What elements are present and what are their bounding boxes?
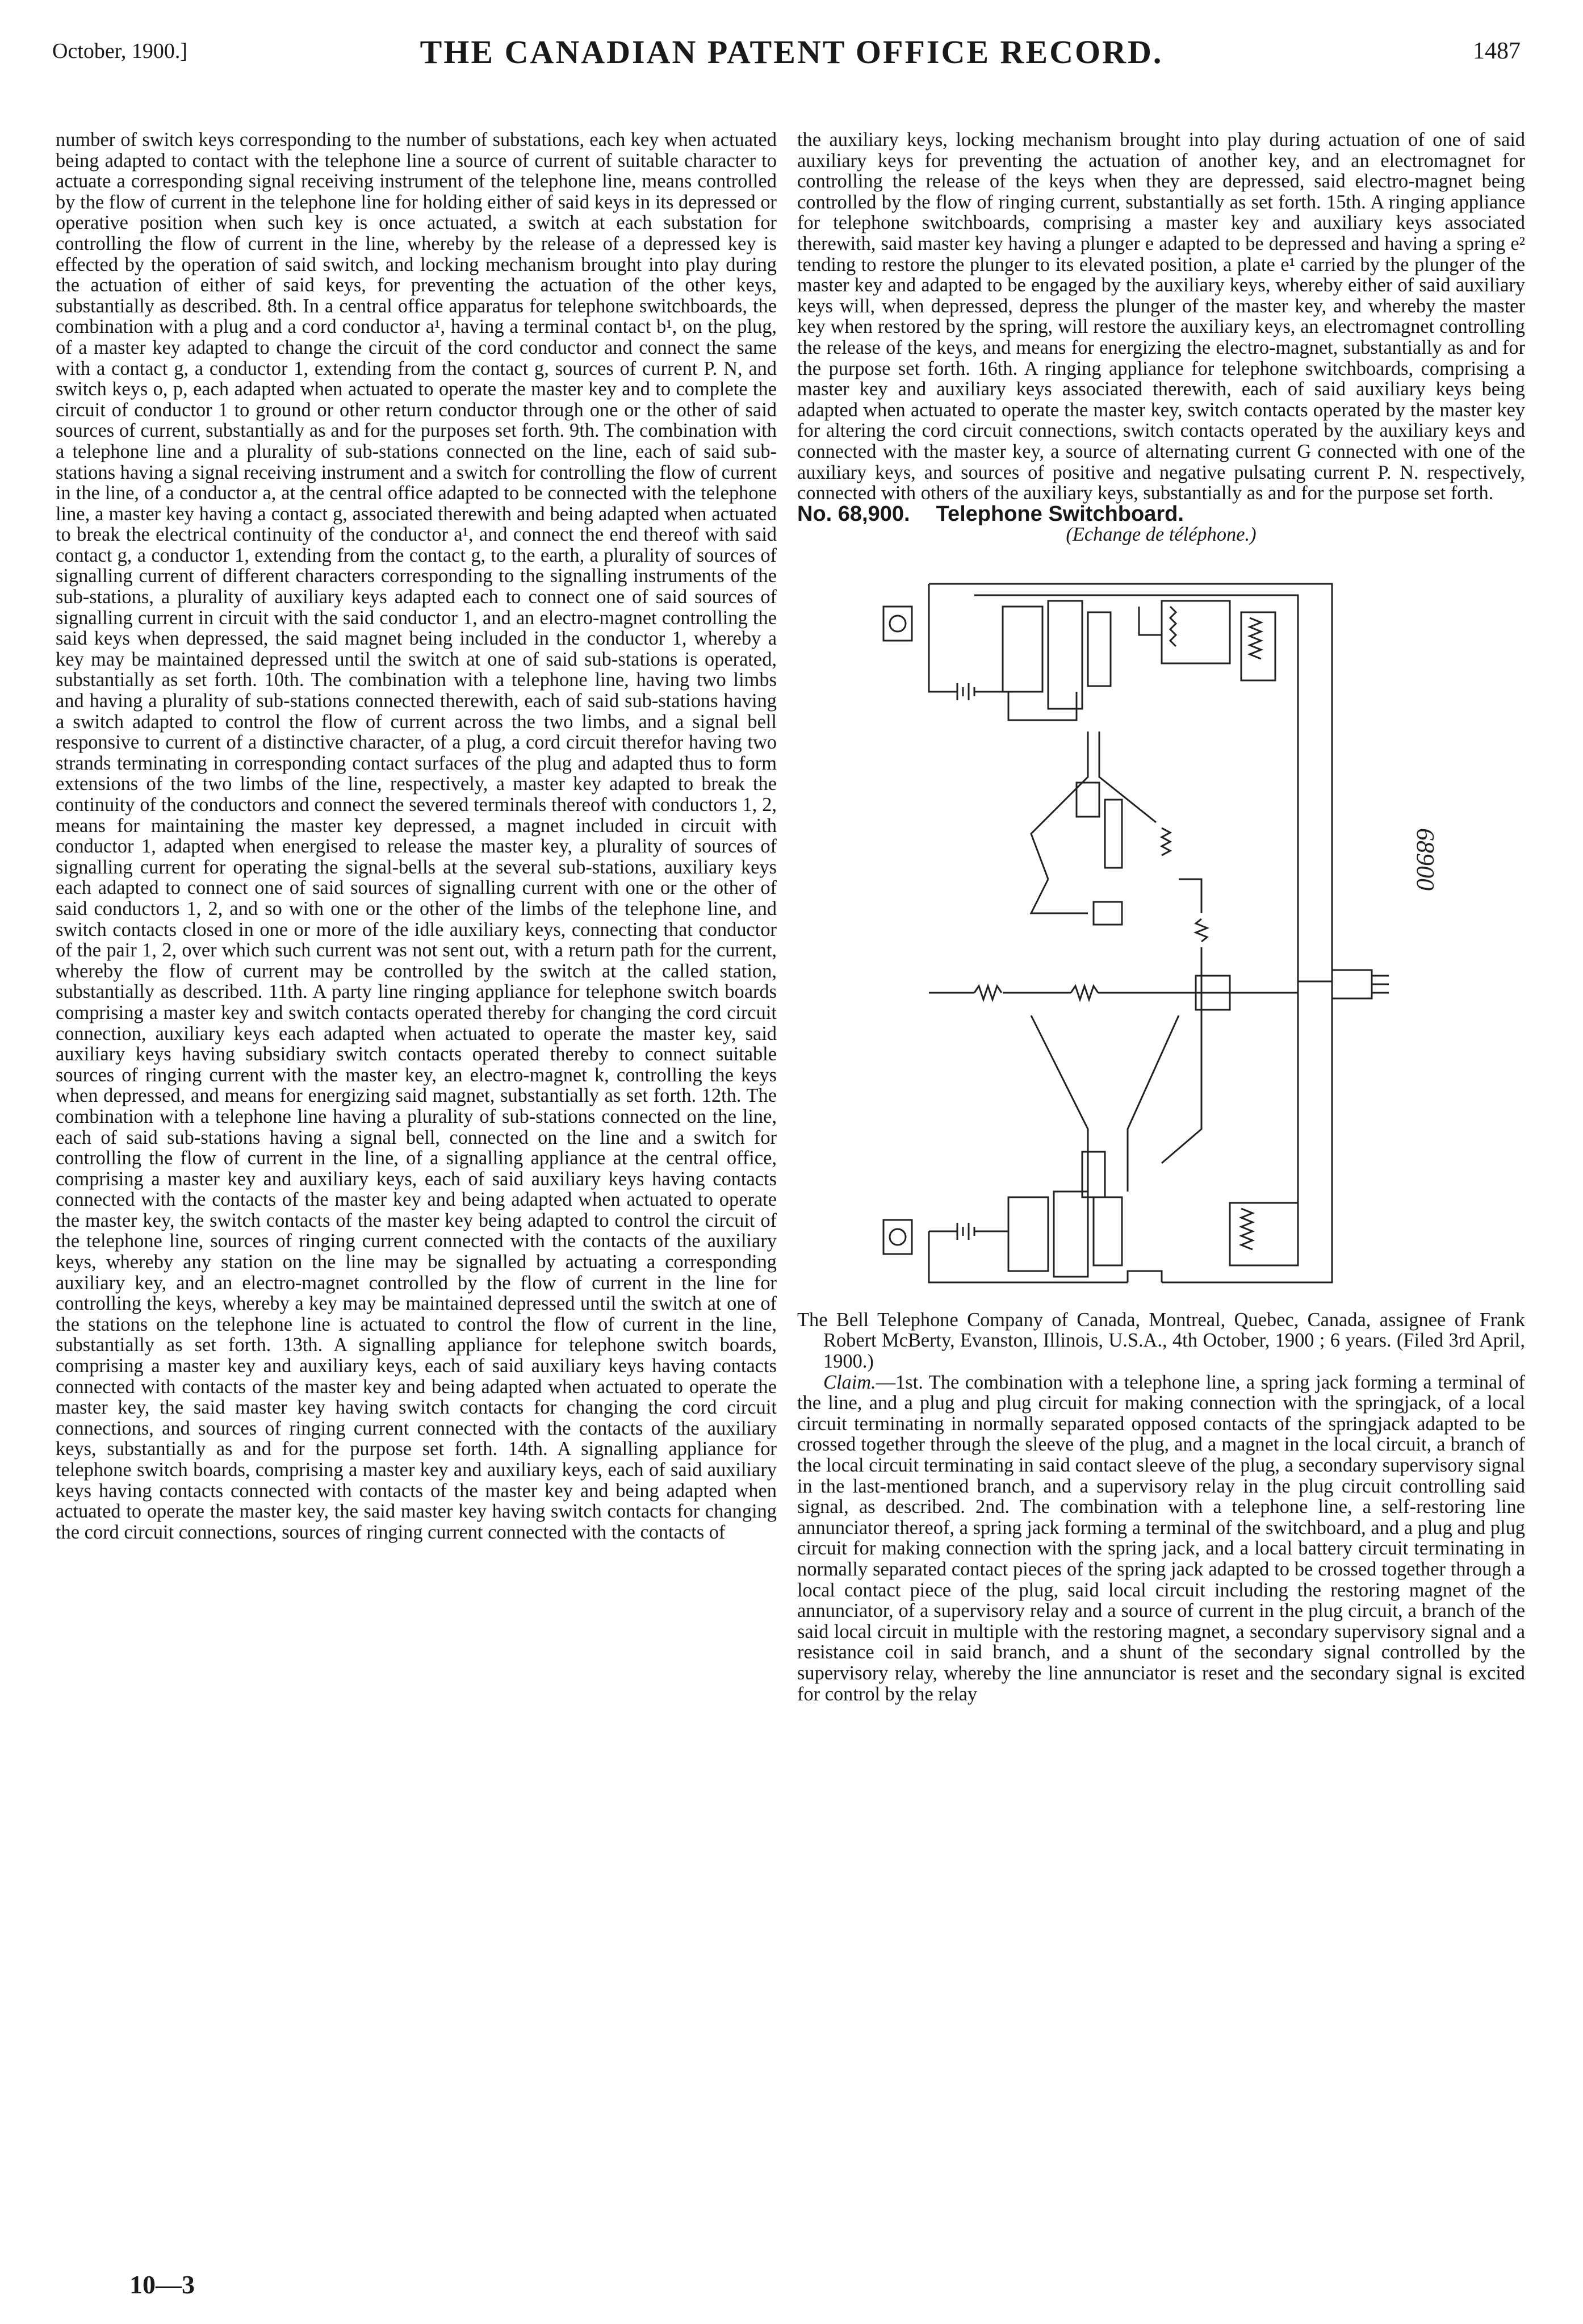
right-column xyxy=(797,129,1525,1704)
patent-entry-heading xyxy=(797,501,1525,526)
page-header xyxy=(0,33,1583,73)
grantee-text: The Bell Telephone Company of Canada, Montreal, Quebec, Canada, assignee of Frank Robert McBerty, Evanston, Illinois, U.S.A., 4th October, 1900 ; 6 years. (Filed 3rd April, 1900.) xyxy=(797,1309,1525,1373)
claim-label: Claim. xyxy=(823,1371,876,1393)
patent-subtitle: (Echange de téléphone.) xyxy=(1066,524,1257,546)
patent-title: Telephone Switchboard. xyxy=(936,501,1184,526)
header-date: October, 1900.] xyxy=(52,39,188,63)
publication-title: THE CANADIAN PATENT OFFICE RECORD. xyxy=(420,34,1163,70)
page-number: 1487 xyxy=(1473,38,1521,64)
continuation-text: the auxiliary keys, locking mechanism brought into play during actuation of one of said auxiliary keys for preventing the actuation of another key, and an electromagnet for controlling the release of the keys when they are depressed, said electro-magnet being controlled by the flow of ringing current, substantially as set forth. 15th. A ringing appliance for telephone switchboards, comprising a master key and auxiliary keys associated therewith, said master key having a plunger e adapted to be depressed and having a spring e² tending to restore the plunger to its elevated position, a plate e¹ carried by the plunger of the master key and adapted to be engaged by the auxiliary keys, whereby either of said auxiliary keys will, when depressed, depress the plunger of the master key, and whereby the master key when restored by the spring, will restore the auxiliary keys, an electromagnet controlling the release of the keys, and means for energizing the electro-magnet, substantially as and for the purpose set forth. 16th. A ringing appliance for telephone switchboards, comprising a master key and auxiliary keys associated therewith, each of said auxiliary keys being adapted when actuated to operate the master key, switch contacts operated by the master key for altering the cord circuit connections, switch contacts operated by the auxiliary keys and connected with the master key, a source of alternating current G connected with one of the auxiliary keys, and sources of positive and negative pulsating current P. N. respectively, connected with others of the auxiliary keys, substantially as and for the purpose set forth. xyxy=(797,129,1525,504)
circuit-diagram xyxy=(844,561,1474,1310)
patent-number: No. 68,900. xyxy=(797,501,910,526)
claim-paragraph xyxy=(797,1372,1525,1705)
left-column-text: number of switch keys corresponding to the number of substations, each key when actuated being adapted to contact with the telephone line a source of current of suitable character to actuate a corresponding signal receiving instrument of the telephone line, means controlled by the flow of current in the telephone line for holding either of said keys in its depressed or operative position when such key is once actuated, a switch at each substation for controlling the flow of current in the line, whereby by the release of a depressed key is effected by the operation of said switch, and locking mechanism brought into play during the actuation of either of said keys, for preventing the actuation of the other keys, substantially as described. 8th. In a central office apparatus for telephone switchboards, the combination with a plug and a cord conductor a¹, having a terminal contact b¹, on the plug, of a master key adapted to change the circuit of the cord conductor and connect the same with a contact g, a conductor 1, extending from the contact g, sources of current P. N, and switch keys o, p, each adapted when actuated to operate the master key and to complete the circuit of conductor 1 to ground or other return conductor through one or the other of said sources of current, substantially as and for the purposes set forth. 9th. The combination with a telephone line and a plurality of sub-stations connected on the line, each of said sub-stations having a signal receiving instrument and a switch for controlling the flow of current in the line, of a conductor a, at the central office adapted to be connected with the telephone line, a master key having a contact g, associated therewith and being adapted when actuated to break the electrical continuity of the conductor a¹, and connect the end thereof with said contact g, a conductor 1, extending from the contact g, to the earth, a plurality of sources of signalling current of different characters corresponding to the signalling instruments of the sub-stations, a plurality of auxiliary keys adapted each to connect one of said sources of signalling current in circuit with the said conductor 1, and an electro-magnet controlling the said keys when depressed, the said magnet being included in the conductor 1, whereby a key may be maintained depressed until the switch at one of said sub-stations is operated, substantially as set forth. 10th. The combination with a telephone line, having two limbs and having a plurality of sub-stations connected therewith, each of said sub-stations having a switch adapted to control the flow of current across the two limbs, and a signal bell responsive to current of a distinctive character, of a plug, a cord circuit therefor having two strands terminating in corresponding contact surfaces of the plug and adapted thus to form extensions of the two limbs of the line, respectively, a master key adapted to break the continuity of the conductors and connect the severed terminals thereof with conductors 1, 2, means for maintaining the master key depressed, a magnet included in circuit with conductor 1, adapted when energised to release the master key, a plurality of sources of signalling current for operating the signal-bells at the several sub-stations, auxiliary keys each adapted to connect one of said sources of signalling current with one or the other of said conductors 1, 2, and so with one or the other of the limbs of the telephone line, and switch contacts closed in one or more of the idle auxiliary keys, connecting that conductor of the pair 1, 2, over which such current was not sent out, with a return path for the current, whereby the flow of current may be controlled by the switch at the called station, substantially as described. 11th. A party line ringing appliance for telephone switch boards comprising a master key and switch contacts operated thereby for changing the cord circuit connection, auxiliary keys each adapted when actuated to operate the master key, said auxiliary keys having subsidiary switch contacts operated thereby to connect suitable sources of ringing current with the master key, an electro-magnet k, controlling the keys when depressed, and means for energizing said magnet, substantially as set forth. 12th. The combination with a telephone line having a plurality of sub-stations connected on the line, each of said sub-stations having a signal bell, connected on the line and a switch for controlling the flow of current in the line, of a signalling appliance at the central office, comprising a master key and auxiliary keys, each of said auxiliary keys having contacts connected with the contacts of the master key and being adapted when actuated to operate the master key, the switch contacts of the master key being adapted to control the circuit of the telephone line, sources of ringing current connected with the contacts of the auxiliary keys, whereby any station on the line may be signalled by actuating a corresponding auxiliary key, and an electro-magnet controlled by the flow of current in the line for controlling the keys, whereby a key may be maintained depressed until the switch at one of the stations on the telephone line is actuated to control the flow of current in the line, substantially as set forth. 13th. A signalling appliance for telephone switch boards, comprising a master key and auxiliary keys, each of said auxiliary keys having contacts connected with contacts of the master key and being adapted when actuated to operate the master key, the said master key having switch contacts for changing the cord circuit connections, and sources of ringing current connected with the contacts of the auxiliary keys, substantially as and for the purpose set forth. 14th. A signalling appliance for telephone switch boards, comprising a master key and auxiliary keys, each of said auxiliary keys having contacts connected with contacts of the master key and being adapted when actuated to operate the master key, the said master key having switch contacts for changing the cord circuit connections, sources of ringing current connected with the contacts of xyxy=(56,129,777,1543)
signature-mark: 10—3 xyxy=(129,2270,195,2299)
left-column xyxy=(56,129,777,1543)
figure-label: 68900 xyxy=(1412,827,1439,891)
claim-text: —1st. The combination with a telephone line, a spring jack forming a terminal of the line, and a plug and plug circuit for making connection with the springjack, of a local circuit terminating in normally separated opposed contacts of the springjack adapted to be crossed together through the sleeve of the plug, and a magnet in the local circuit, a branch of the local circuit terminating in said contact sleeve of the plug, a secondary supervisory signal in the last-mentioned branch, and a supervisory relay in the plug circuit controlling said signal, as described. 2nd. The combination with a telephone line, a self-restoring line annunciator thereof, a spring jack forming a terminal of the switchboard, and a plug and plug circuit for making connection with the spring jack, and a local battery circuit terminating in normally separated contact pieces of the spring jack adapted to be crossed together through a local contact piece of the plug, said local circuit including the restoring magnet of the annunciator, of a supervisory relay and a source of current in the plug circuit, a branch of the said local circuit in multiple with the restoring magnet, a secondary supervisory signal and a resistance coil in said branch, and a shunt of the secondary signal controlled by the supervisory relay, whereby the line annunciator is reset and the secondary signal is excited for control by the relay xyxy=(797,1371,1525,1705)
